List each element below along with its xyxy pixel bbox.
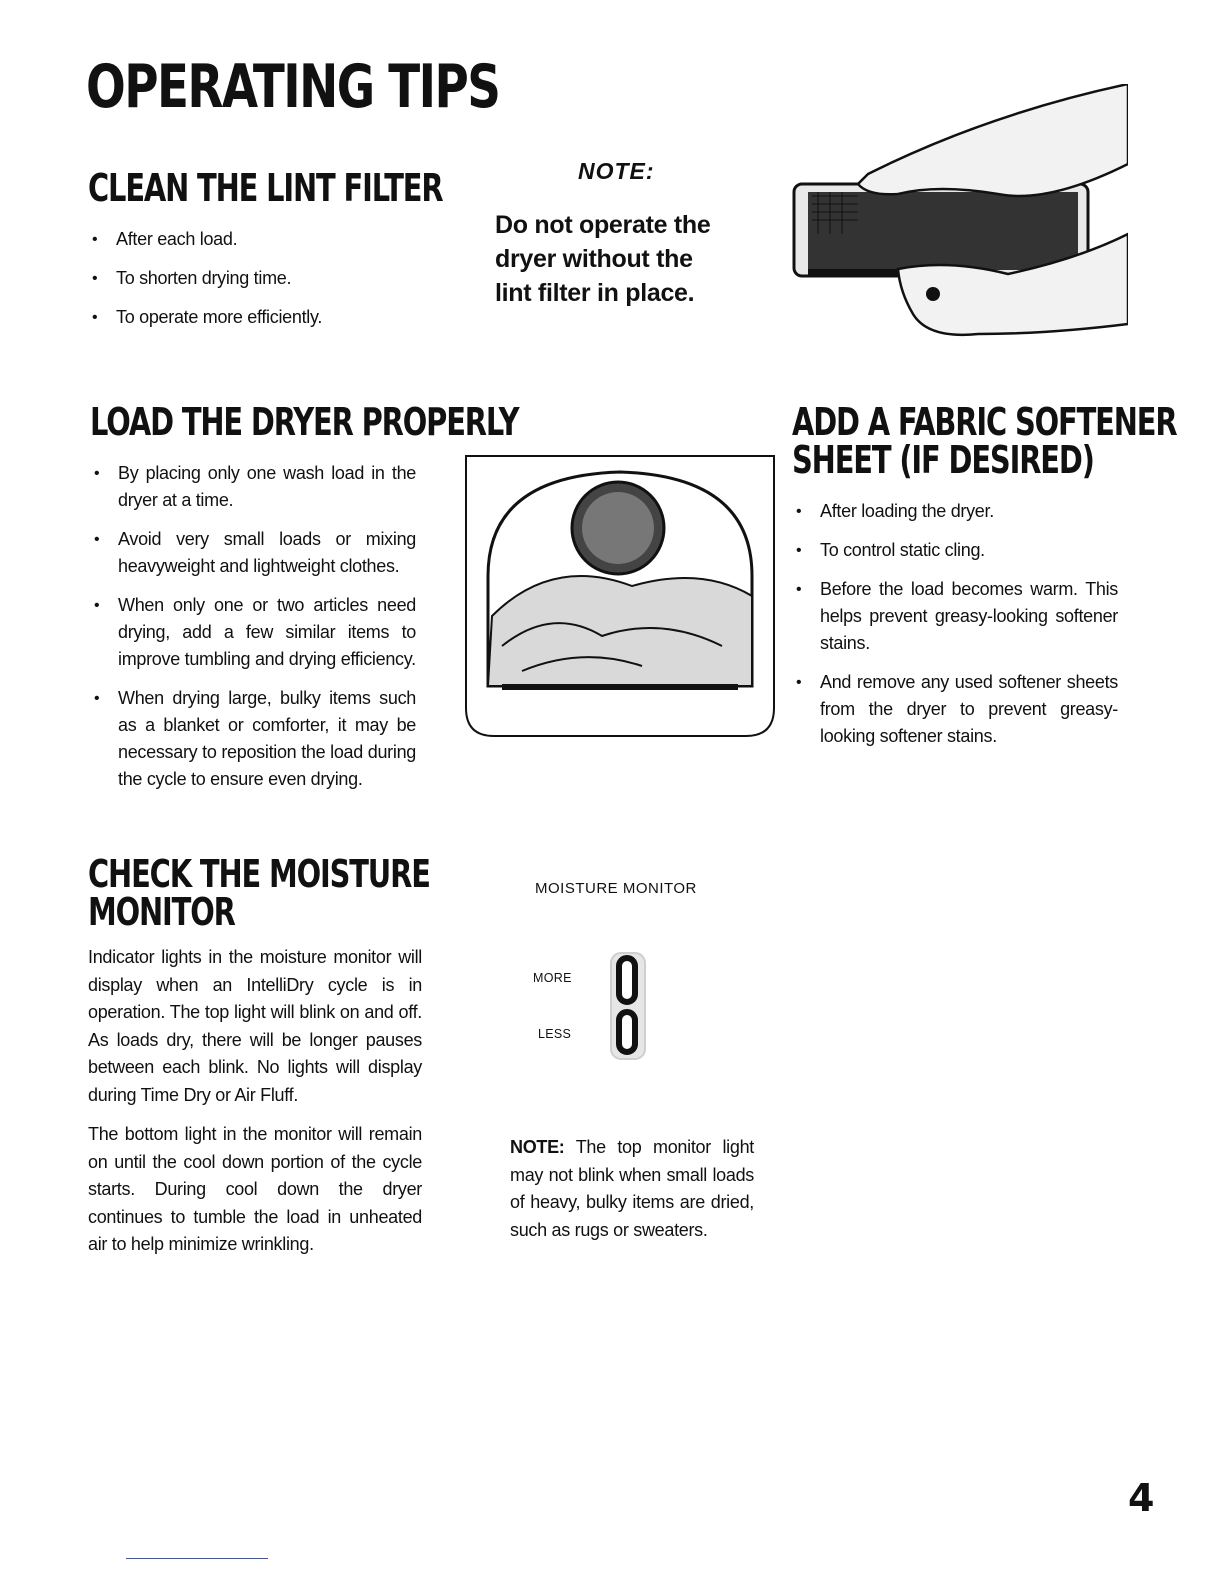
- list-item: • Avoid very small loads or mixing heavyweight and lightweight clothes.: [90, 526, 416, 580]
- footer-rule: [126, 1558, 268, 1559]
- note-label: NOTE:: [578, 158, 655, 184]
- monitor-light-bottom: [619, 1012, 635, 1052]
- moisture-text: [88, 944, 422, 1271]
- moisture-monitor-lights: [608, 950, 648, 1062]
- monitor-light-top: [619, 958, 635, 1002]
- softener-bullet-list: [792, 498, 1118, 762]
- monitor-note-text: The top monitor light may not blink when small loads of heavy, bulky items are dried, such as rugs or sweaters.: [510, 1137, 754, 1240]
- lint-filter-illustration: [788, 84, 1128, 354]
- moisture-paragraph-2: The bottom light in the monitor will remain on until the cool down portion of the cycle starts. During cool down the dryer continues to tumble the load in unheated air to help minimize wrinkling.: [88, 1124, 422, 1254]
- load-bullet-list: [90, 460, 416, 805]
- list-item: • After loading the dryer.: [792, 498, 1118, 525]
- load-heading: LOAD THE DRYER PROPERLY: [90, 400, 519, 444]
- page-title: OPERATING TIPS: [86, 52, 500, 122]
- lint-bullet-list: [88, 226, 408, 343]
- monitor-less-label: LESS: [538, 1027, 572, 1041]
- monitor-more-label: MORE: [533, 971, 572, 985]
- monitor-note: [510, 1134, 754, 1244]
- moisture-heading-line1: CHECK THE MOISTURE: [88, 852, 430, 896]
- note-text: Do not operate the dryer without the lint filter in place.: [495, 211, 711, 307]
- list-item: • When drying large, bulky items such as a blanket or comforter, it may be necessary to reposition the load during the cycle to ensure even drying.: [90, 685, 416, 793]
- monitor-note-label: NOTE:: [510, 1137, 565, 1157]
- softener-heading-line1: ADD A FABRIC SOFTENER: [792, 400, 1177, 444]
- list-item: • After each load.: [88, 226, 408, 253]
- lint-heading: CLEAN THE LINT FILTER: [88, 166, 443, 210]
- list-item: • To operate more efficiently.: [88, 304, 408, 331]
- softener-heading-line2: SHEET (IF DESIRED): [792, 438, 1094, 482]
- moisture-paragraph-1: Indicator lights in the moisture monitor will display when an IntelliDry cycle is in operation. The top light will blink on and off. As loads dry, there will be longer pauses between each blink. No lights will display during Time Dry or Air Fluff.: [88, 947, 422, 1105]
- list-item: • To shorten drying time.: [88, 265, 408, 292]
- dryer-drum-illustration: [462, 446, 778, 738]
- monitor-caption: MOISTURE MONITOR: [535, 880, 697, 897]
- page-number: 4: [1128, 1476, 1155, 1520]
- list-item: • Before the load becomes warm. This helps prevent greasy-looking softener stains.: [792, 576, 1118, 657]
- list-item: • To control static cling.: [792, 537, 1118, 564]
- list-item: • And remove any used softener sheets from the dryer to prevent greasy-looking softener stains.: [792, 669, 1118, 750]
- list-item: • When only one or two articles need drying, add a few similar items to improve tumbling and drying efficiency.: [90, 592, 416, 673]
- moisture-heading-line2: MONITOR: [88, 890, 235, 934]
- list-item: • By placing only one wash load in the dryer at a time.: [90, 460, 416, 514]
